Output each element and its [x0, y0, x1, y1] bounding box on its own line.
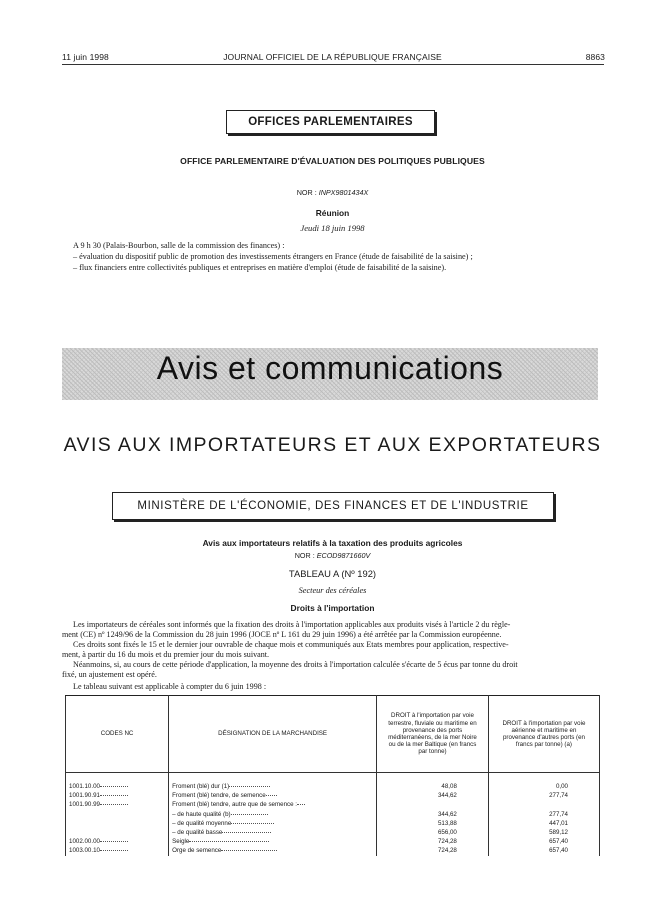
cell-designation — [169, 837, 377, 846]
cell-designation-text: Orge de semence — [172, 847, 222, 855]
cell-designation — [169, 846, 377, 855]
import-duties-table — [65, 695, 600, 856]
cell-droit-aerien-text: 657,40 — [549, 847, 568, 855]
table-row — [66, 782, 600, 791]
paragraph-line: Ces droits sont fixés le 15 et le dernier jour ouvrable de chaque mois et communiqués aux Etats membres pour application, respective- — [73, 640, 509, 649]
nor-label: NOR : — [294, 551, 315, 560]
cell-code-text: 1002.00.00 — [69, 838, 100, 846]
paragraph-line: ment (CE) nº 1249/96 de la Commission du 28 juin 1996 (JOCE nº L 161 du 29 juin 1996) a été arrêtée par la Commission européenne. — [62, 630, 502, 639]
cell-designation-text: Seigle — [172, 838, 190, 846]
paragraph-line: fixé, un ajustement est opéré. — [62, 670, 157, 679]
avis-subtitle: Avis aux importateurs relatifs à la taxation des produits agricoles — [202, 538, 463, 548]
avis-title: AVIS AUX IMPORTATEURS ET AUX EXPORTATEURS — [63, 434, 602, 456]
cell-droit-terrestre-text: 344,62 — [437, 792, 457, 800]
cell-designation-text: Froment (blé) tendre, autre que de semence : — [172, 801, 297, 809]
cell-designation — [169, 791, 377, 800]
dot-leader — [189, 841, 268, 842]
dot-leader — [100, 850, 128, 851]
nor-label: NOR : — [296, 188, 317, 197]
table-row — [66, 791, 600, 800]
cell-droit-aerien-text: 447,01 — [549, 819, 568, 827]
table-row — [66, 837, 600, 846]
nor-code: INPX9801434X — [318, 188, 369, 197]
dot-leader — [266, 795, 278, 796]
cell-code — [66, 810, 169, 819]
dot-leader — [229, 786, 269, 787]
cell-droit-terrestre — [377, 800, 489, 809]
droits-heading: Droits à l'importation — [290, 603, 375, 613]
cell-designation-text: Froment (blé) tendre, de semence — [172, 792, 266, 800]
journal-title: JOURNAL OFFICIEL DE LA RÉPUBLIQUE FRANÇAISE — [223, 52, 442, 62]
dot-leader — [222, 832, 270, 833]
table-spacer-row — [66, 773, 600, 783]
header-date: 11 juin 1998 — [62, 52, 109, 62]
cell-droit-aerien — [488, 800, 599, 809]
cell-droit-terrestre-text: 724,28 — [437, 847, 457, 855]
cell-designation — [169, 828, 377, 837]
cell-droit-terrestre — [377, 810, 489, 819]
cell-designation-text: Froment (blé) dur (1) — [172, 783, 230, 790]
cell-droit-terrestre-text: 513,88 — [437, 819, 457, 827]
cell-code — [66, 846, 169, 855]
dot-leader — [297, 804, 305, 805]
cell-droit-aerien — [488, 782, 599, 791]
dot-leader — [231, 823, 274, 824]
cell-droit-terrestre — [377, 846, 489, 855]
header-droit-aerien: DROIT à l'importation par voie aérienne et maritime en provenance d'autres ports (en francs par tonne) (a) — [488, 696, 599, 773]
cell-droit-terrestre-text: 344,62 — [437, 810, 457, 818]
cell-designation-text: – de haute qualité (b) — [172, 810, 231, 818]
cell-droit-aerien-text: 0,00 — [555, 783, 568, 790]
ministry-name: MINISTÈRE DE L'ÉCONOMIE, DES FINANCES ET DE L'INDUSTRIE — [137, 500, 529, 512]
reunion-heading: Réunion — [315, 208, 350, 218]
dot-leader — [100, 841, 128, 842]
cell-droit-aerien — [488, 837, 599, 846]
cell-droit-aerien-text: 589,12 — [549, 829, 568, 837]
cell-designation — [169, 800, 377, 809]
cell-code — [66, 791, 169, 800]
cell-code — [66, 800, 169, 809]
tableau-title: TABLEAU A (Nº 192) — [288, 568, 377, 579]
cell-droit-aerien — [488, 810, 599, 819]
cell-designation — [169, 782, 377, 791]
paragraph-line: Néanmoins, si, au cours de cette période d'application, la moyenne des droits à l'importation calculée s'écarte de 5 écus par tonne du droit — [73, 660, 518, 669]
table-row — [66, 828, 600, 837]
banner-title: Avis et communications — [156, 350, 504, 386]
section-title: OFFICES PARLEMENTAIRES — [248, 116, 413, 128]
paragraph-line: Les importateurs de céréales sont informés que la fixation des droits à l'importation applicables aux produits visés à l'article 2 du règle- — [73, 620, 511, 629]
cell-code-text: 1001.90.91 — [69, 792, 100, 800]
cell-droit-aerien — [488, 791, 599, 800]
dot-leader — [100, 786, 128, 787]
cell-code — [66, 837, 169, 846]
cell-droit-terrestre — [377, 819, 489, 828]
cell-code-text: 1001.10.00 — [69, 783, 100, 790]
cell-droit-aerien — [488, 846, 599, 855]
paragraph-line: ment, à partir du 16 du mois et du premier jour du mois suivant. — [62, 650, 270, 659]
agenda-line: – évaluation du dispositif public de promotion des investissements étrangers en France (étude de faisabilité de la saisine) ; — [73, 252, 473, 261]
cell-droit-aerien-text: 277,74 — [549, 792, 568, 800]
cell-code-text: 1001.90.99 — [69, 801, 100, 809]
cell-droit-aerien — [488, 828, 599, 837]
cell-droit-terrestre — [377, 782, 489, 791]
dot-leader — [100, 804, 128, 805]
ministry-box — [112, 492, 554, 520]
header-codes-nc: CODES NC — [66, 696, 169, 773]
header-designation: DÉSIGNATION DE LA MARCHANDISE — [169, 696, 377, 773]
cell-droit-aerien-text: 657,40 — [549, 838, 568, 846]
cell-code-text: 1003.00.10 — [69, 847, 100, 855]
paragraph-line: Le tableau suivant est applicable à compter du 6 juin 1998 : — [73, 682, 267, 691]
header-rule — [62, 64, 604, 65]
dot-leader — [231, 814, 269, 815]
table-row — [66, 800, 600, 809]
agenda-line: A 9 h 30 (Palais-Bourbon, salle de la commission des finances) : — [73, 241, 285, 250]
nor-reference — [0, 188, 665, 197]
table-row — [66, 810, 600, 819]
cell-droit-terrestre — [377, 828, 489, 837]
dot-leader — [100, 795, 128, 796]
cell-designation-text: – de qualité basse — [172, 829, 223, 837]
cell-designation — [169, 819, 377, 828]
table-row — [66, 846, 600, 855]
office-name: OFFICE PARLEMENTAIRE D'ÉVALUATION DES POLITIQUES PUBLIQUES — [180, 156, 485, 166]
page-number: 8863 — [585, 52, 605, 62]
table-row — [66, 819, 600, 828]
cell-droit-terrestre — [377, 837, 489, 846]
cell-code — [66, 828, 169, 837]
nor-code: ECOD9871660V — [316, 551, 371, 560]
agenda-line: – flux financiers entre collectivités publiques et entreprises en matière d'emploi (étude de faisabilité de la saisine). — [73, 263, 447, 272]
cell-designation — [169, 810, 377, 819]
header-droit-terrestre: DROIT à l'importation par voie terrestre, fluviale ou maritime en provenance des ports méditerranéens, de la mer Noire ou de la mer Baltique (en francs par tonne) — [377, 696, 489, 773]
section-box-offices — [226, 110, 435, 134]
cell-droit-aerien-text: 277,74 — [549, 810, 568, 818]
cell-droit-terrestre — [377, 791, 489, 800]
cell-code — [66, 782, 169, 791]
cell-droit-terrestre-text: 48,08 — [441, 783, 457, 790]
cell-droit-aerien — [488, 819, 599, 828]
secteur-label: Secteur des céréales — [298, 586, 367, 595]
nor-reference-2 — [0, 551, 665, 560]
cell-droit-terrestre-text: 724,28 — [437, 838, 457, 846]
cell-droit-terrestre-text: 656,00 — [437, 829, 457, 837]
cell-code — [66, 819, 169, 828]
table-header-row — [66, 696, 600, 773]
dot-leader — [221, 850, 277, 851]
reunion-date: Jeudi 18 juin 1998 — [300, 223, 365, 233]
cell-designation-text: – de qualité moyenne — [172, 819, 232, 827]
